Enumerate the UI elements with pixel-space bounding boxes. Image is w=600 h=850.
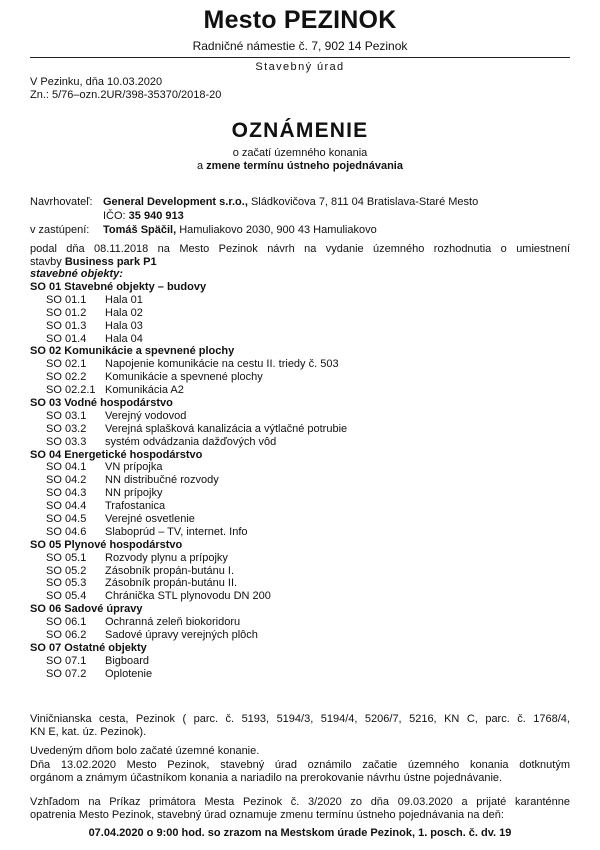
object-item: [30, 577, 570, 590]
object-item: [30, 436, 570, 449]
object-group-heading: SO 02 Komunikácie a spevnené plochy: [30, 345, 235, 358]
object-group-heading: SO 03 Vodné hospodárstvo: [30, 397, 173, 410]
object-item: [30, 461, 570, 474]
object-code: SO 03.1: [46, 409, 87, 422]
object-group-heading: SO 05 Plynové hospodárstvo: [30, 538, 183, 551]
object-code: SO 04.5: [46, 513, 87, 526]
reference-number: Zn.: 5/76–ozn.2UR/398-35370/2018-20: [30, 89, 222, 101]
object-item: [30, 487, 570, 500]
notice-p2-line-2: orgánom a známym účastníkom konania a nariadilo na prerokovanie návrhu ústne pojednávanie.: [30, 772, 503, 784]
object-item: [30, 616, 570, 629]
objects-list: [30, 281, 570, 681]
object-item: [30, 333, 570, 346]
object-item: [30, 655, 570, 668]
object-item: [30, 358, 570, 371]
object-item: [30, 410, 570, 423]
object-name: Hala 01: [105, 293, 143, 306]
applicant-ico: IČO: 35 940 913: [103, 210, 184, 222]
object-code: SO 04.1: [46, 461, 87, 474]
object-code: SO 03.2: [46, 422, 87, 435]
intro-line-1: podal dňa 08.11.2018 na Mesto Pezinok návrh na vydanie územného rozhodnutia o umiestnení: [30, 243, 570, 255]
object-item: [30, 307, 570, 320]
applicant-name: General Development s.r.o.,: [103, 196, 248, 208]
object-code: SO 07.2: [46, 667, 87, 680]
object-item: [30, 590, 570, 603]
object-item: [30, 384, 570, 397]
object-item: [30, 565, 570, 578]
object-name: NN distribučné rozvody: [105, 474, 219, 487]
object-item: [30, 668, 570, 681]
object-name: Verejný vodovod: [105, 409, 187, 422]
object-item: [30, 629, 570, 642]
object-code: SO 02.1: [46, 358, 87, 371]
document-subtitle-2: a zmene termínu ústneho pojednávania: [196, 160, 403, 172]
project-name: Business park P1: [64, 256, 157, 268]
object-code: SO 06.2: [46, 629, 87, 642]
object-code: SO 06.1: [46, 616, 87, 629]
object-item: [30, 320, 570, 333]
object-item: [30, 513, 570, 526]
object-name: NN prípojky: [105, 487, 163, 500]
object-item: [30, 474, 570, 487]
notice-p2-line-1: Dňa 13.02.2020 Mesto Pezinok, stavebný úrad oznámilo začatie územného konania dotknutým: [30, 759, 570, 771]
object-code: SO 03.3: [46, 435, 87, 448]
representative-value: [103, 224, 377, 236]
object-code: SO 05.4: [46, 590, 87, 603]
object-code: SO 01.3: [46, 319, 87, 332]
header-divider: [30, 57, 570, 58]
object-code: SO 05.3: [46, 577, 87, 590]
object-group-heading: SO 07 Ostatné objekty: [30, 641, 147, 654]
object-name: Zásobník propán-butánu II.: [105, 577, 238, 590]
representative-address: Hamuliakovo 2030, 900 43 Hamuliakovo: [176, 224, 377, 236]
location-line-1: Viničnianska cesta, Pezinok ( parc. č. 5193, 5194/3, 5194/4, 5206/7, 5216, KN C, parc. č. 1768/4,: [30, 713, 570, 725]
notice-p1: Uvedeným dňom bolo začaté územné konanie.: [30, 745, 260, 757]
object-name: Slaboprúd – TV, internet. Info: [105, 525, 248, 538]
object-code: SO 01.2: [46, 306, 87, 319]
object-name: Oplotenie: [105, 667, 153, 680]
object-code: SO 02.2.1: [46, 384, 96, 397]
object-name: Rozvody plynu a prípojky: [105, 551, 228, 564]
objects-label: stavebné objekty:: [30, 268, 123, 280]
document-subtitle-1: o začatí územného konania: [232, 147, 368, 159]
object-item: [30, 552, 570, 565]
place-date: V Pezinku, dňa 10.03.2020: [30, 76, 163, 88]
object-name: Verejná splašková kanalizácia a výtlačné potrubie: [105, 422, 348, 435]
object-code: SO 04.6: [46, 525, 87, 538]
object-code: SO 04.3: [46, 487, 87, 500]
object-group-heading: SO 01 Stavebné objekty – budovy: [30, 281, 207, 293]
applicant-address: Sládkovičova 7, 811 04 Bratislava-Staré Mesto: [247, 196, 479, 208]
object-item: [30, 294, 570, 307]
object-name: Bigboard: [105, 654, 150, 667]
notice-p3-line-1: Vzhľadom na Príkaz primátora Mesta Pezinok č. 3/2020 zo dňa 09.03.2020 a prijaté karanténne: [30, 796, 570, 808]
intro-line-2: stavby Business park P1: [30, 256, 157, 268]
object-name: Komunikácie a spevnené plochy: [105, 371, 263, 384]
applicant-value: [103, 196, 478, 208]
hearing-date: 07.04.2020 o 9:00 hod. so zrazom na Mestskom úrade Pezinok, 1. posch. č. dv. 19: [88, 827, 512, 839]
object-code: SO 02.2: [46, 371, 87, 384]
object-name: Hala 03: [105, 319, 143, 332]
location-line-2: KN E, kat. úz. Pezinok).: [30, 726, 147, 738]
object-name: Komunikácia A2: [105, 384, 184, 397]
city-address: Radničné námestie č. 7, 902 14 Pezinok: [192, 39, 408, 53]
object-name: systém odvádzania dažďových vôd: [105, 435, 277, 448]
object-name: Sadové úpravy verejných plôch: [105, 629, 258, 642]
object-group-heading: SO 04 Energetické hospodárstvo: [30, 448, 203, 461]
object-code: SO 04.2: [46, 474, 87, 487]
object-name: Zásobník propán-butánu I.: [105, 564, 235, 577]
object-code: SO 04.4: [46, 500, 87, 513]
object-item: [30, 526, 570, 539]
object-name: VN prípojka: [105, 461, 163, 474]
applicant-label: Navrhovateľ:: [30, 196, 93, 208]
representative-label: v zastúpení:: [30, 224, 90, 236]
object-code: SO 05.1: [46, 551, 87, 564]
object-code: SO 07.1: [46, 654, 87, 667]
notice-p3-line-2: opatrenia Mesto Pezinok, stavebný úrad oznamuje zmenu termínu ústneho pojednávania na deň:: [30, 809, 504, 821]
document-title: OZNÁMENIE: [231, 119, 369, 142]
object-item: [30, 371, 570, 384]
object-name: Ochranná zeleň biokoridoru: [105, 616, 241, 629]
object-name: Napojenie komunikácie na cestu II. triedy č. 503: [105, 358, 339, 371]
office-name: Stavebný úrad: [255, 61, 345, 73]
object-code: SO 01.4: [46, 332, 87, 345]
object-name: Verejné osvetlenie: [105, 513, 195, 526]
object-name: Hala 04: [105, 332, 143, 345]
object-name: Trafostanica: [105, 500, 166, 513]
object-group-heading: SO 06 Sadové úpravy: [30, 603, 143, 616]
object-item: [30, 500, 570, 513]
object-name: Hala 02: [105, 306, 143, 319]
object-item: [30, 423, 570, 436]
representative-name: Tomáš Späčil,: [103, 224, 177, 236]
city-title: Mesto PEZINOK: [203, 6, 397, 34]
object-code: SO 05.2: [46, 564, 87, 577]
object-name: Chránička STL plynovodu DN 200: [105, 590, 271, 603]
object-code: SO 01.1: [46, 293, 87, 306]
